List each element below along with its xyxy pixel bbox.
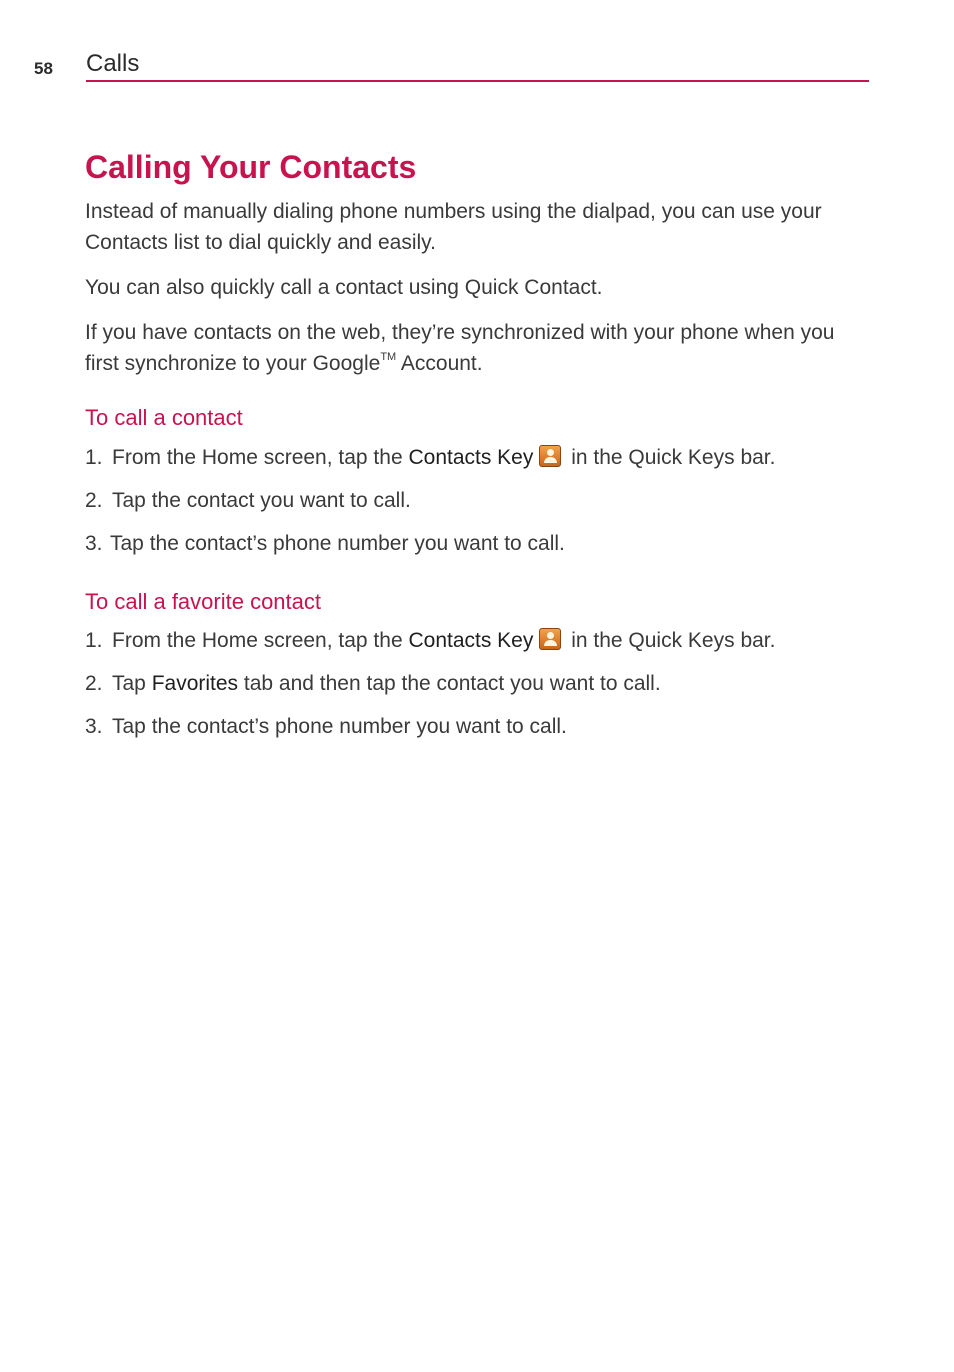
step-number: 3.	[85, 715, 103, 739]
call-contact-steps	[85, 442, 865, 559]
step-number: 1.	[85, 445, 103, 469]
trademark-mark: TM	[380, 351, 397, 364]
contacts-key-term: Contacts Key	[408, 445, 534, 469]
intro-paragraph-3-end: Account.	[396, 352, 483, 376]
section-title: Calls	[86, 50, 140, 77]
header-rule	[86, 80, 869, 82]
intro-paragraph-2: You can also quickly call a contact using Quick Contact.	[85, 276, 603, 300]
call-favorite-step-1	[85, 625, 865, 656]
step-text-end: in the Quick Keys bar.	[565, 629, 776, 653]
call-favorite-step-2	[85, 668, 865, 699]
step-number: 3.	[85, 531, 103, 555]
page-number: 58	[34, 59, 53, 78]
step-text: Tap the contact’s phone number you want to call.	[112, 715, 567, 739]
intro-paragraph-3	[85, 317, 865, 379]
call-contact-heading: To call a contact	[85, 405, 243, 431]
call-favorite-steps	[85, 625, 865, 742]
step-number: 1.	[85, 629, 103, 653]
intro-paragraph-3-text: If you have contacts on the web, they’re synchronized with your phone when you first synchronize to your Google	[85, 321, 835, 376]
step-text: Tap	[112, 672, 152, 696]
step-text: Tap the contact’s phone number you want to call.	[110, 531, 565, 555]
step-number: 2.	[85, 672, 103, 696]
favorites-term: Favorites	[151, 672, 239, 696]
step-text: Tap the contact you want to call.	[112, 488, 411, 512]
contacts-key-term: Contacts Key	[408, 629, 534, 653]
step-text-end: in the Quick Keys bar.	[565, 445, 776, 469]
contacts-key-icon	[539, 628, 561, 650]
step-number: 2.	[85, 488, 103, 512]
step-text: From the Home screen, tap the	[112, 445, 409, 469]
call-favorite-heading: To call a favorite contact	[85, 588, 322, 614]
call-contact-step-2	[85, 485, 865, 516]
page-content	[85, 148, 865, 754]
contacts-key-icon	[539, 445, 561, 467]
call-favorite-step-3	[85, 711, 865, 742]
call-contact-step-3	[85, 528, 865, 559]
step-text-end: tab and then tap the contact you want to call.	[238, 672, 661, 696]
intro-paragraph-1: Instead of manually dialing phone numbers using the dialpad, you can use your Contacts list to dial quickly and easily.	[85, 200, 822, 255]
call-contact-step-1	[85, 442, 865, 473]
page-title: Calling Your Contacts	[85, 149, 417, 185]
step-text: From the Home screen, tap the	[112, 629, 409, 653]
